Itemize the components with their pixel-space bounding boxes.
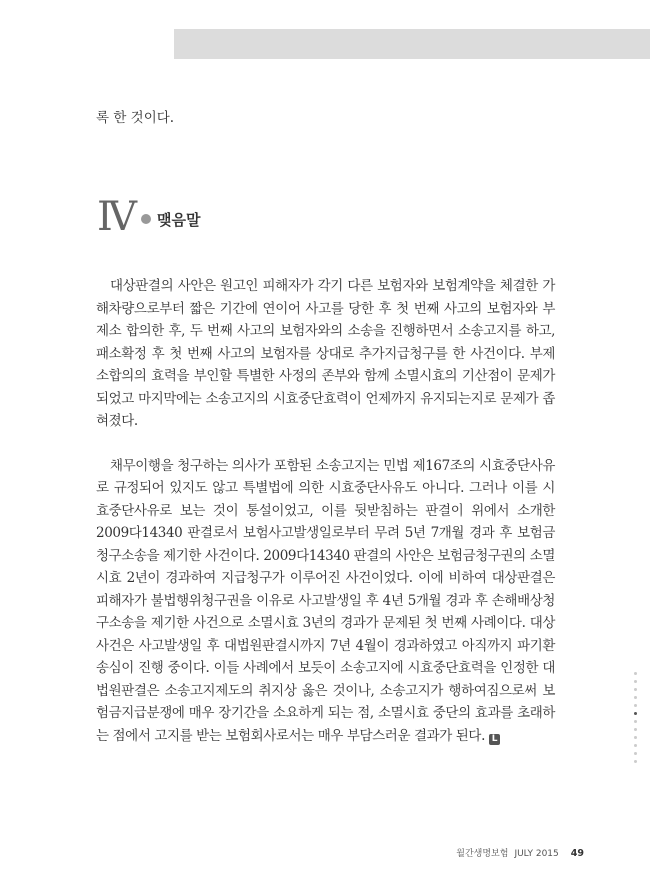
footer-date: JULY 2015 xyxy=(514,849,559,859)
page-number: 49 xyxy=(570,848,584,859)
end-mark-icon: L xyxy=(489,734,500,745)
page-footer xyxy=(456,846,584,859)
page-indicator xyxy=(632,672,638,763)
page-indicator-dot xyxy=(634,752,637,755)
page-indicator-dot xyxy=(634,728,637,731)
body-text xyxy=(96,275,555,747)
section-numeral: Ⅳ xyxy=(97,194,136,239)
page-indicator-dot-active xyxy=(634,712,637,715)
paragraph-2 xyxy=(96,455,555,748)
paragraph-1 xyxy=(96,275,555,433)
page-indicator-dot xyxy=(634,736,637,739)
page-indicator-dot xyxy=(634,696,637,699)
page-indicator-dot xyxy=(634,704,637,707)
page-indicator-dot xyxy=(634,760,637,763)
page-indicator-dot xyxy=(634,688,637,691)
section-heading xyxy=(97,195,200,239)
page-indicator-dot xyxy=(634,672,637,675)
page-indicator-dot xyxy=(634,680,637,683)
page-indicator-dot xyxy=(634,744,637,747)
bullet-dot-icon xyxy=(141,214,151,224)
header-bar xyxy=(174,29,650,59)
paragraph-1-text: 대상판결의 사안은 원고인 피해자가 각기 다른 보험자와 보험계약을 체결한 가해차량으로부터 짧은 기간에 연이어 사고를 당한 후 첫 번째 사고의 보험자와 부제소 합의한 후, 두 번째 사고의 보험자와의 소송을 진행하면서 소송고지를 하고, 패소확정 후 첫 번째 사고의 보험자를 상대로 추가지급청구를 한 사건이다. 부제소합의의 효력을 부인할 특별한 사정의 존부와 함께 소멸시효의 기산점이 문제가 되었고 마지막에는 소송고지의 시효중단효력이 언제까지 유지되는지로 문제가 좁혀졌다. xyxy=(96,278,555,429)
footer-magazine: 월간생명보험 xyxy=(456,849,509,859)
continuation-text: 록 한 것이다. xyxy=(96,110,175,126)
paragraph-2-text: 채무이행을 청구하는 의사가 포함된 소송고지는 민법 제167조의 시효중단사유로 규정되어 있지도 않고 특별법에 의한 시효중단사유도 아니다. 그러나 이를 시효중단사유로 보는 것이 통설이었고, 이를 뒷받침하는 판결이 위에서 소개한 2009다14340 판결로서 보험사고발생일로부터 무려 5년 7개월 경과 후 보험금청구소송을 제기한 사건이다. 2009다14340 판결의 사안은 보험금청구권의 소멸시효 2년이 경과하여 지급청구가 이루어진 사건이었다. 이에 비하여 대상판결은 피해자가 불법행위청구권을 이유로 사고발생일 후 4년 5개월 경과 후 손해배상청구소송을 제기한 사건으로 소멸시효 3년의 경과가 문제된 첫 번째 사례이다. 대상사건은 사고발생일 후 대법원판결시까지 7년 4월이 경과하였고 아직까지 파기환송심이 진행 중이다. 이들 사례에서 보듯이 소송고지에 시효중단효력을 인정한 대법원판결은 소송고지제도의 취지상 옳은 것이나, 소송고지가 행하여짐으로써 보험금지급분쟁에 매우 장기간을 소요하게 되는 점, 소멸시효 중단의 효과를 초래하는 점에서 고지를 받는 보험회사로서는 매우 부담스러운 결과가 된다. xyxy=(96,457,555,744)
section-title: 맺음말 xyxy=(156,210,201,229)
page-indicator-dot xyxy=(634,720,637,723)
